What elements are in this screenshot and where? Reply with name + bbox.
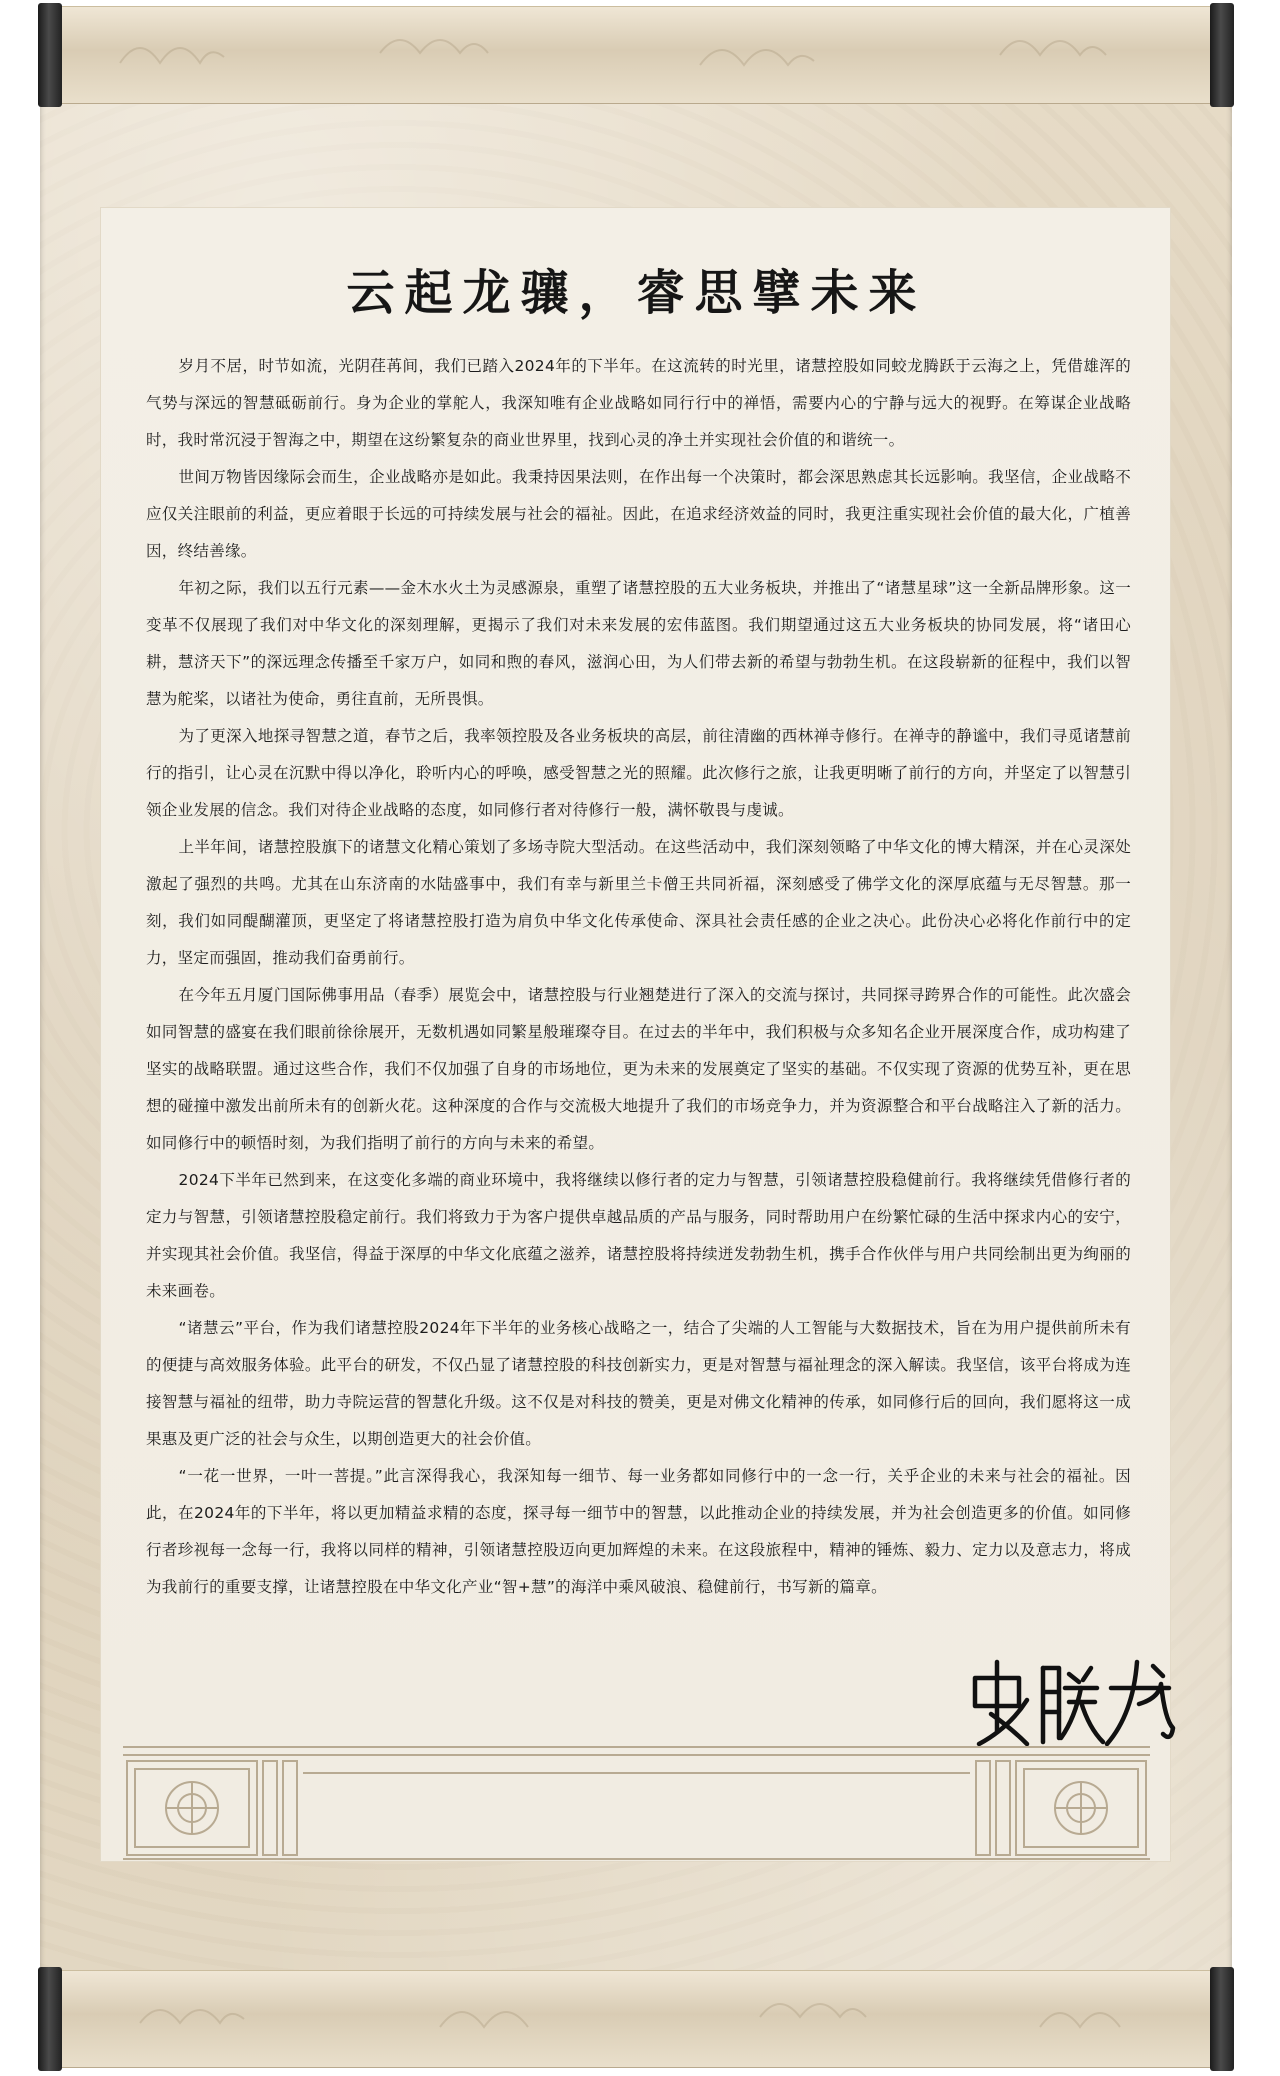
- paragraph: 世间万物皆因缘际会而生，企业战略亦是如此。我秉持因果法则，在作出每一个决策时，都会深思熟虑其长远影响。我坚信，企业战略不应仅关注眼前的利益，更应着眼于长远的可持续发展与社会的福祉。因此，在追求经济效益的同时，我更注重实现社会价值的最大化，广植善因，终结善缘。: [146, 468, 1131, 560]
- paragraph: “诸慧云”平台，作为我们诸慧控股2024年下半年的业务核心战略之一，结合了尖端的人工智能与大数据技术，旨在为用户提供前所未有的便捷与高效服务体验。此平台的研发，不仅凸显了诸慧控股的科技创新实力，更是对智慧与福祉理念的深入解读。我坚信，该平台将成为连接智慧与福祉的纽带，助力寺院运营的智慧化升级。这不仅是对科技的赞美，更是对佛文化精神的传承，如同修行后的回向，我们愿将这一成果惠及更广泛的社会与众生，以期创造更大的社会价值。: [146, 1319, 1131, 1448]
- decorative-footer-border: [123, 1743, 1150, 1863]
- scroll-background: [40, 6, 1232, 2066]
- scroll-top-rod: [40, 6, 1232, 104]
- letter-body: [146, 348, 1131, 1606]
- handwritten-signature: [961, 1648, 1181, 1758]
- rod-cap-right: [1210, 1967, 1234, 2071]
- page-title: 云起龙骧，睿思擘未来: [346, 265, 927, 321]
- paragraph: 岁月不居，时节如流，光阴荏苒间，我们已踏入2024年的下半年。在这流转的时光里，诸慧控股如同蛟龙腾跃于云海之上，凭借雄浑的气势与深远的智慧砥砺前行。身为企业的掌舵人，我深知唯有企业战略如同行行中的禅悟，需要内心的宁静与远大的视野。在筹谋企业战略时，我时常沉浸于智海之中，期望在这纷繁复杂的商业世界里，找到心灵的净土并实现社会价值的和谐统一。: [146, 357, 1131, 449]
- rod-cap-left: [38, 3, 62, 107]
- rod-cap-right: [1210, 3, 1234, 107]
- paragraph: 2024下半年已然到来，在这变化多端的商业环境中，我将继续以修行者的定力与智慧，引领诸慧控股稳健前行。我将继续凭借修行者的定力与智慧，引领诸慧控股稳定前行。我们将致力于为客户提供卓越品质的产品与服务，同时帮助用户在纷繁忙碌的生活中探求内心的安宁，并实现其社会价值。我坚信，得益于深厚的中华文化底蕴之滋养，诸慧控股将持续迸发勃勃生机，携手合作伙伴与用户共同绘制出更为绚丽的未来画卷。: [146, 1171, 1131, 1300]
- letter-paper: [100, 207, 1171, 1862]
- scroll-bottom-rod: [40, 1970, 1232, 2068]
- cloud-pattern-icon: [80, 23, 1180, 87]
- paragraph: 为了更深入地探寻智慧之道，春节之后，我率领控股及各业务板块的高层，前往清幽的西林禅寺修行。在禅寺的静谧中，我们寻觅诸慧前行的指引，让心灵在沉默中得以净化，聆听内心的呼唤，感受智慧之光的照耀。此次修行之旅，让我更明晰了前行的方向，并坚定了以智慧引领企业发展的信念。我们对待企业战略的态度，如同修行者对待修行一般，满怀敬畏与虔诚。: [146, 727, 1131, 819]
- cloud-pattern-icon: [80, 1987, 1180, 2051]
- paragraph: 在今年五月厦门国际佛事用品（春季）展览会中，诸慧控股与行业翘楚进行了深入的交流与探讨，共同探寻跨界合作的可能性。此次盛会如同智慧的盛宴在我们眼前徐徐展开，无数机遇如同繁星般璀璨夺目。在过去的半年中，我们积极与众多知名企业开展深度合作，成功构建了坚实的战略联盟。通过这些合作，我们不仅加强了自身的市场地位，更为未来的发展奠定了坚实的基础。不仅实现了资源的优势互补，更在思想的碰撞中激发出前所未有的创新火花。这种深度的合作与交流极大地提升了我们的市场竞争力，并为资源整合和平台战略注入了新的活力。如同修行中的顿悟时刻，为我们指明了前行的方向与未来的希望。: [146, 986, 1131, 1152]
- paragraph: 上半年间，诸慧控股旗下的诸慧文化精心策划了多场寺院大型活动。在这些活动中，我们深刻领略了中华文化的博大精深，并在心灵深处激起了强烈的共鸣。尤其在山东济南的水陆盛事中，我们有幸与新里兰卡僧王共同祈福，深刻感受了佛学文化的深厚底蕴与无尽智慧。那一刻，我们如同醍醐灌顶，更坚定了将诸慧控股打造为肩负中华文化传承使命、深具社会责任感的企业之决心。此份决心必将化作前行中的定力，坚定而强固，推动我们奋勇前行。: [146, 838, 1131, 967]
- rod-cap-left: [38, 1967, 62, 2071]
- paragraph: 年初之际，我们以五行元素——金木水火土为灵感源泉，重塑了诸慧控股的五大业务板块，并推出了“诸慧星球”这一全新品牌形象。这一变革不仅展现了我们对中华文化的深刻理解，更揭示了我们对未来发展的宏伟蓝图。我们期望通过这五大业务板块的协同发展，将“诸田心耕，慧济天下”的深远理念传播至千家万户，如同和煦的春风，滋润心田，为人们带去新的希望与勃勃生机。在这段崭新的征程中，我们以智慧为舵桨，以诸社为使命，勇往直前，无所畏惧。: [146, 579, 1131, 708]
- paragraph: “一花一世界，一叶一菩提。”此言深得我心，我深知每一细节、每一业务都如同修行中的一念一行，关乎企业的未来与社会的福祉。因此，在2024年的下半年，将以更加精益求精的态度，探寻每一细节中的智慧，以此推动企业的持续发展，并为社会创造更多的价值。如同修行者珍视每一念每一行，我将以同样的精神，引领诸慧控股迈向更加辉煌的未来。在这段旅程中，精神的锤炼、毅力、定力以及意志力，将成为我前行的重要支撑，让诸慧控股在中华文化产业“智+慧”的海洋中乘风破浪、稳健前行，书写新的篇章。: [146, 1467, 1131, 1596]
